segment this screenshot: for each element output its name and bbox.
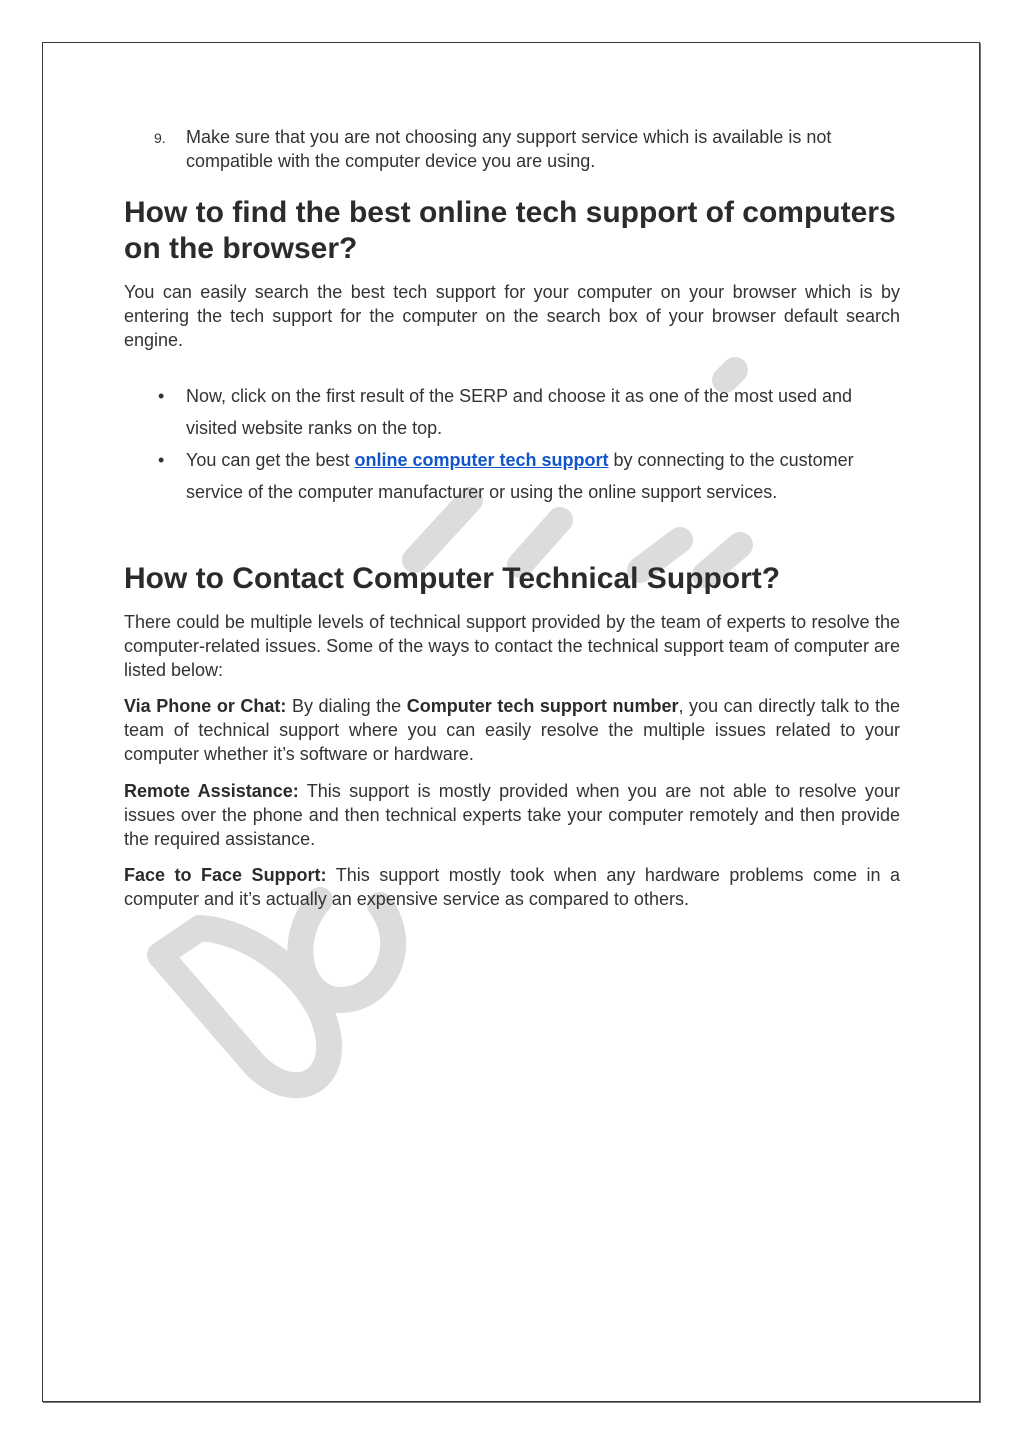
section-heading-contact-support: How to Contact Computer Technical Support? <box>124 562 781 595</box>
phone-chat-label: Via Phone or Chat: <box>124 696 287 716</box>
bullet-icon: • <box>158 450 165 470</box>
bullet-item <box>124 380 900 444</box>
remote-assistance-label: Remote Assistance: <box>124 781 299 801</box>
tech-support-link[interactable]: online computer tech support <box>354 450 609 470</box>
face-support-text: This support mostly took when any hardware problems come in a computer and it’s actually an expensive service as compared to others. <box>124 865 900 909</box>
section-heading-find-support: How to find the best online tech support of computers on the browser? <box>124 196 896 265</box>
bullet-text-after: by connecting to the customer service of the computer manufacturer or using the online support services. <box>186 450 854 502</box>
numbered-list-item <box>154 125 900 173</box>
remote-assistance-text: This support is mostly provided when you are not able to resolve your issues over the phone and then technical experts take your computer remotely and then provide the required assistance. <box>124 781 900 849</box>
list-number: 9. <box>154 130 166 146</box>
bullet-text: Now, click on the first result of the SERP and choose it as one of the most used and visited website ranks on the top. <box>186 386 853 438</box>
phone-chat-text-after: , you can directly talk to the team of technical support where you can easily resolve the multiple issues related to your computer whether it’s software or hardware. <box>124 696 901 764</box>
bullet-list <box>124 380 900 508</box>
contact-intro-paragraph: There could be multiple levels of technical support provided by the team of experts to resolve the computer-related issues. Some of the ways to contact the technical support team of computer are listed below: <box>124 612 900 680</box>
phone-chat-text-before: By dialing the <box>286 696 407 716</box>
bullet-icon: • <box>158 386 165 406</box>
face-support-label: Face to Face Support: <box>124 865 327 885</box>
bullet-text-before: You can get the best <box>186 450 355 470</box>
remote-assistance-paragraph <box>124 779 900 851</box>
bullet-item <box>124 444 900 508</box>
list-item-text: Make sure that you are not choosing any support service which is available is not compatible with the computer device you are using. <box>186 127 832 171</box>
face-support-paragraph <box>124 863 900 911</box>
support-number-label: Computer tech support number <box>406 696 679 716</box>
search-paragraph: You can easily search the best tech support for your computer on your browser which is by entering the tech support for the computer on the search box of your browser default search engine. <box>124 282 900 350</box>
phone-chat-paragraph <box>124 694 900 766</box>
